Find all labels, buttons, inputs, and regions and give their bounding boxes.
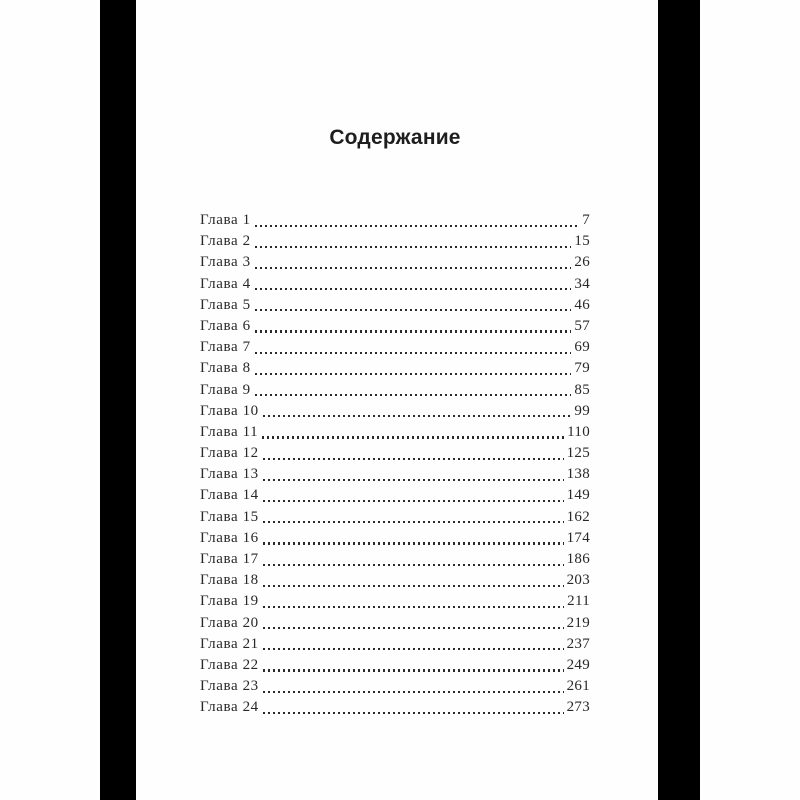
toc-chapter-label: Глава 22 bbox=[200, 656, 259, 673]
toc-page-number: 249 bbox=[566, 656, 590, 673]
toc-dotted-leader bbox=[263, 712, 564, 714]
toc-entry bbox=[200, 697, 590, 718]
toc-page-number: 211 bbox=[567, 593, 590, 610]
toc-dotted-leader bbox=[263, 627, 564, 629]
toc-dotted-leader bbox=[255, 394, 572, 396]
toc-page-number: 273 bbox=[566, 699, 590, 716]
toc-page-number: 203 bbox=[566, 572, 590, 589]
toc-page-number: 186 bbox=[566, 551, 590, 567]
toc-dotted-leader bbox=[262, 436, 564, 438]
toc-entry bbox=[200, 485, 590, 506]
toc-entry bbox=[200, 401, 590, 422]
toc-dotted-leader bbox=[263, 500, 564, 502]
toc-chapter-label: Глава 23 bbox=[200, 678, 259, 695]
toc-entry bbox=[200, 252, 590, 273]
toc-page-number: 85 bbox=[574, 381, 590, 398]
toc-page-number: 162 bbox=[566, 508, 590, 525]
toc-page-number: 219 bbox=[566, 614, 590, 631]
toc-entry bbox=[200, 613, 590, 634]
toc-page-number: 69 bbox=[574, 339, 590, 356]
toc-dotted-leader bbox=[255, 352, 572, 354]
toc-entry bbox=[200, 274, 590, 295]
toc-entry bbox=[200, 570, 590, 591]
toc-page-number: 26 bbox=[574, 254, 590, 271]
toc-page-number: 79 bbox=[574, 360, 590, 377]
toc-entry bbox=[200, 358, 590, 379]
toc-entry bbox=[200, 655, 590, 676]
toc-entry bbox=[200, 422, 590, 443]
toc-dotted-leader bbox=[263, 521, 564, 523]
toc-chapter-label: Глава 16 bbox=[200, 529, 259, 546]
toc-chapter-label: Глава 10 bbox=[200, 402, 259, 419]
toc-chapter-label: Глава 11 bbox=[200, 423, 259, 440]
toc-entry bbox=[200, 380, 590, 401]
toc-entry bbox=[200, 591, 590, 612]
toc-dotted-leader bbox=[263, 669, 564, 671]
toc-entry bbox=[200, 316, 590, 337]
toc-dotted-leader bbox=[263, 691, 564, 693]
toc-page-number: 110 bbox=[567, 423, 590, 440]
toc-entry bbox=[200, 337, 590, 358]
toc-chapter-label: Глава 17 bbox=[200, 551, 259, 567]
toc-entry bbox=[200, 464, 590, 485]
toc-chapter-label: Глава 24 bbox=[200, 699, 259, 716]
toc-page-number: 125 bbox=[566, 445, 590, 462]
toc-dotted-leader bbox=[255, 373, 572, 375]
toc-page-number: 99 bbox=[574, 402, 590, 419]
toc-chapter-label: Глава 6 bbox=[200, 317, 251, 334]
toc-dotted-leader bbox=[263, 648, 564, 650]
toc-entry bbox=[200, 634, 590, 655]
toc-entry bbox=[200, 676, 590, 697]
toc-list bbox=[200, 210, 590, 719]
toc-page-number: 237 bbox=[566, 635, 590, 652]
toc-page-number: 7 bbox=[582, 212, 590, 228]
toc-page-number: 15 bbox=[574, 233, 590, 250]
toc-chapter-label: Глава 20 bbox=[200, 614, 259, 631]
toc-entry bbox=[200, 443, 590, 464]
toc-dotted-leader bbox=[263, 458, 564, 460]
toc-dotted-leader bbox=[263, 585, 564, 587]
toc-dotted-leader bbox=[255, 246, 572, 248]
toc-page-number: 149 bbox=[566, 487, 590, 504]
toc-dotted-leader bbox=[263, 606, 564, 608]
toc-page-number: 138 bbox=[566, 466, 590, 483]
toc-chapter-label: Глава 14 bbox=[200, 487, 259, 504]
toc-entry bbox=[200, 528, 590, 549]
toc-chapter-label: Глава 8 bbox=[200, 360, 251, 377]
toc-page-number: 261 bbox=[566, 678, 590, 695]
toc-page-number: 46 bbox=[574, 296, 590, 313]
toc-entry bbox=[200, 507, 590, 528]
toc-chapter-label: Глава 18 bbox=[200, 572, 259, 589]
toc-chapter-label: Глава 7 bbox=[200, 339, 251, 356]
toc-chapter-label: Глава 4 bbox=[200, 275, 251, 292]
toc-chapter-label: Глава 12 bbox=[200, 445, 259, 462]
toc-entry bbox=[200, 210, 590, 231]
toc-dotted-leader bbox=[255, 267, 572, 269]
toc-dotted-leader bbox=[255, 225, 580, 227]
toc-dotted-leader bbox=[263, 542, 564, 544]
toc-chapter-label: Глава 15 bbox=[200, 508, 259, 525]
toc-chapter-label: Глава 13 bbox=[200, 466, 259, 483]
toc-chapter-label: Глава 21 bbox=[200, 635, 259, 652]
toc-chapter-label: Глава 1 bbox=[200, 212, 251, 228]
toc-chapter-label: Глава 5 bbox=[200, 296, 251, 313]
toc-entry bbox=[200, 231, 590, 252]
toc-page-number: 57 bbox=[574, 317, 590, 334]
toc-dotted-leader bbox=[255, 330, 572, 332]
page-title: Содержание bbox=[329, 126, 461, 149]
toc-dotted-leader bbox=[263, 479, 564, 481]
toc-dotted-leader bbox=[263, 564, 564, 566]
toc-chapter-label: Глава 3 bbox=[200, 254, 251, 271]
toc-entry bbox=[200, 295, 590, 316]
toc-chapter-label: Глава 19 bbox=[200, 593, 259, 610]
toc-dotted-leader bbox=[263, 415, 572, 417]
left-scan-edge-bar bbox=[100, 0, 136, 800]
toc-dotted-leader bbox=[255, 309, 572, 311]
toc-entry bbox=[200, 549, 590, 570]
toc-chapter-label: Глава 2 bbox=[200, 233, 251, 250]
toc-page-number: 174 bbox=[566, 529, 590, 546]
toc-page-number: 34 bbox=[574, 275, 590, 292]
toc-dotted-leader bbox=[255, 288, 572, 290]
right-scan-edge-bar bbox=[658, 0, 700, 800]
toc-chapter-label: Глава 9 bbox=[200, 381, 251, 398]
